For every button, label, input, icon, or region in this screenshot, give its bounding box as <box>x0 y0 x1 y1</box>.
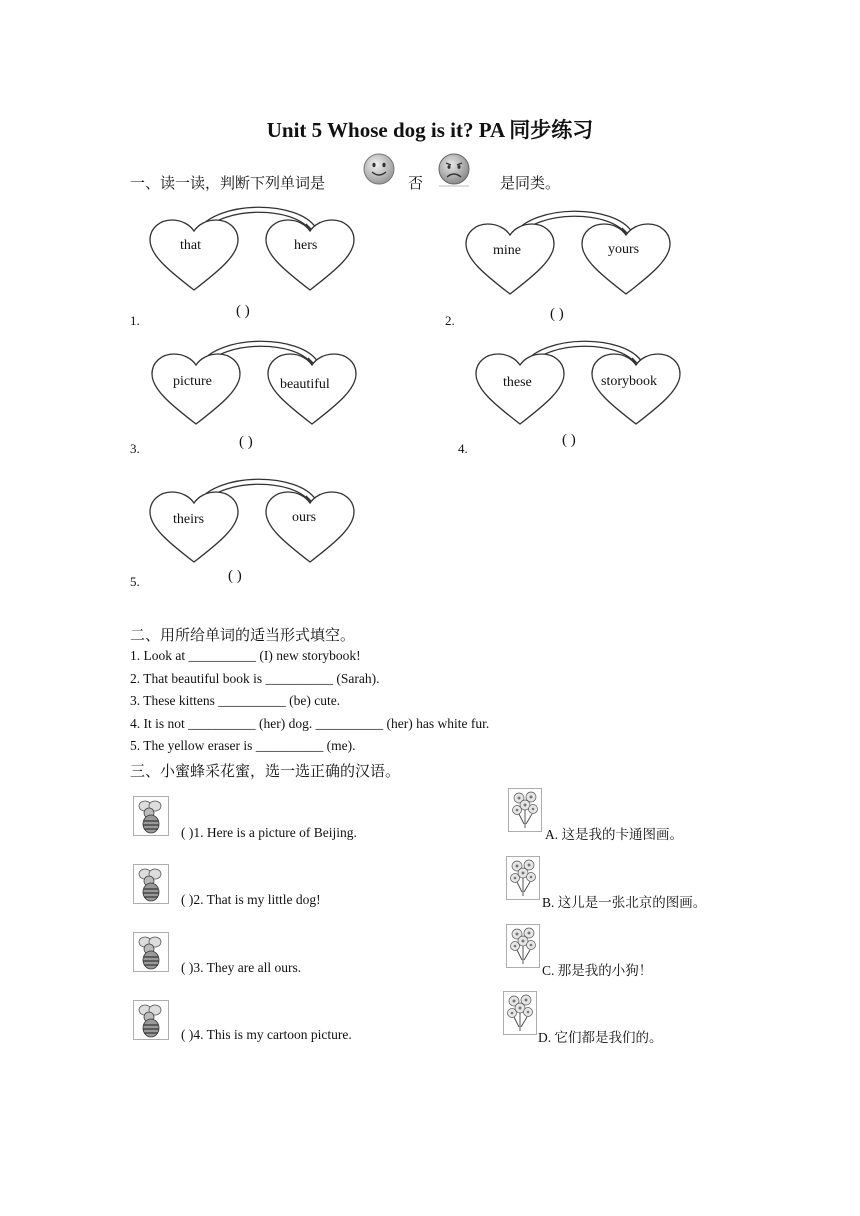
fill-line-4: 4. It is not __________ (her) dog. __________ (her) has white fur. <box>130 716 490 731</box>
fill-line-1: 1. Look at __________ (I) new storybook! <box>130 648 361 663</box>
heart-word-right-2: yours <box>608 242 640 257</box>
match-answer-d: D. 它们都是我们的。 <box>538 1030 663 1045</box>
smiley-face-icon <box>362 152 396 186</box>
heart-word-right-1: hers <box>294 238 318 253</box>
match-question-1: ( )1. Here is a picture of Beijing. <box>181 825 357 840</box>
flower-icon <box>506 924 540 968</box>
heart-word-right-5: ours <box>292 510 317 525</box>
item-number-1: 1. <box>130 313 140 328</box>
match-answer-c: C. 那是我的小狗！ <box>542 963 653 978</box>
flower-icon <box>503 991 537 1035</box>
heart-word-left-1: that <box>180 238 201 253</box>
section1-heading-suffix: 是同类。 <box>500 176 561 192</box>
match-question-3: ( )3. They are all ours. <box>181 960 302 975</box>
match-answer-a: A. 这是我的卡通图画。 <box>545 827 683 842</box>
heart-word-left-2: mine <box>493 243 521 258</box>
match-question-2: ( )2. That is my little dog! <box>181 892 321 907</box>
section1-heading-prefix: 一、读一读，判断下列单词是 <box>130 176 326 192</box>
bee-icon <box>133 796 169 836</box>
heart-word-right-4: storybook <box>601 374 657 389</box>
match-answer-b: B. 这儿是一张北京的图画。 <box>542 895 707 910</box>
sad-face-icon <box>437 152 471 188</box>
section3-heading: 三、小蜜蜂采花蜜，选一选正确的汉语。 <box>130 764 401 780</box>
answer-paren-4: ( ) <box>562 432 576 448</box>
bee-icon <box>133 1000 169 1040</box>
item-number-5: 5. <box>130 574 140 589</box>
bee-icon <box>133 864 169 904</box>
heart-word-right-3: beautiful <box>280 377 330 392</box>
item-number-2: 2. <box>445 313 455 328</box>
heart-word-left-3: picture <box>173 374 212 389</box>
fill-line-5: 5. The yellow eraser is __________ (me). <box>130 738 356 753</box>
fill-line-3: 3. These kittens __________ (be) cute. <box>130 693 341 708</box>
flower-icon <box>508 788 542 832</box>
heart-word-left-5: theirs <box>173 512 205 527</box>
section1-heading-mid: 否 <box>408 176 424 192</box>
item-number-3: 3. <box>130 441 140 456</box>
bee-icon <box>133 932 169 972</box>
page-title: Unit 5 Whose dog is it? PA 同步练习 <box>266 118 594 142</box>
answer-paren-2: ( ) <box>550 306 564 322</box>
heart-word-left-4: these <box>503 375 532 390</box>
flower-icon <box>506 856 540 900</box>
answer-paren-1: ( ) <box>236 303 250 319</box>
item-number-4: 4. <box>458 441 468 456</box>
match-question-4: ( )4. This is my cartoon picture. <box>181 1027 352 1042</box>
answer-paren-5: ( ) <box>228 568 242 584</box>
section2-heading: 二、用所给单词的适当形式填空。 <box>130 628 356 644</box>
section1-heading <box>130 172 325 193</box>
answer-paren-3: ( ) <box>239 434 253 450</box>
fill-line-2: 2. That beautiful book is __________ (Sarah). <box>130 671 380 686</box>
